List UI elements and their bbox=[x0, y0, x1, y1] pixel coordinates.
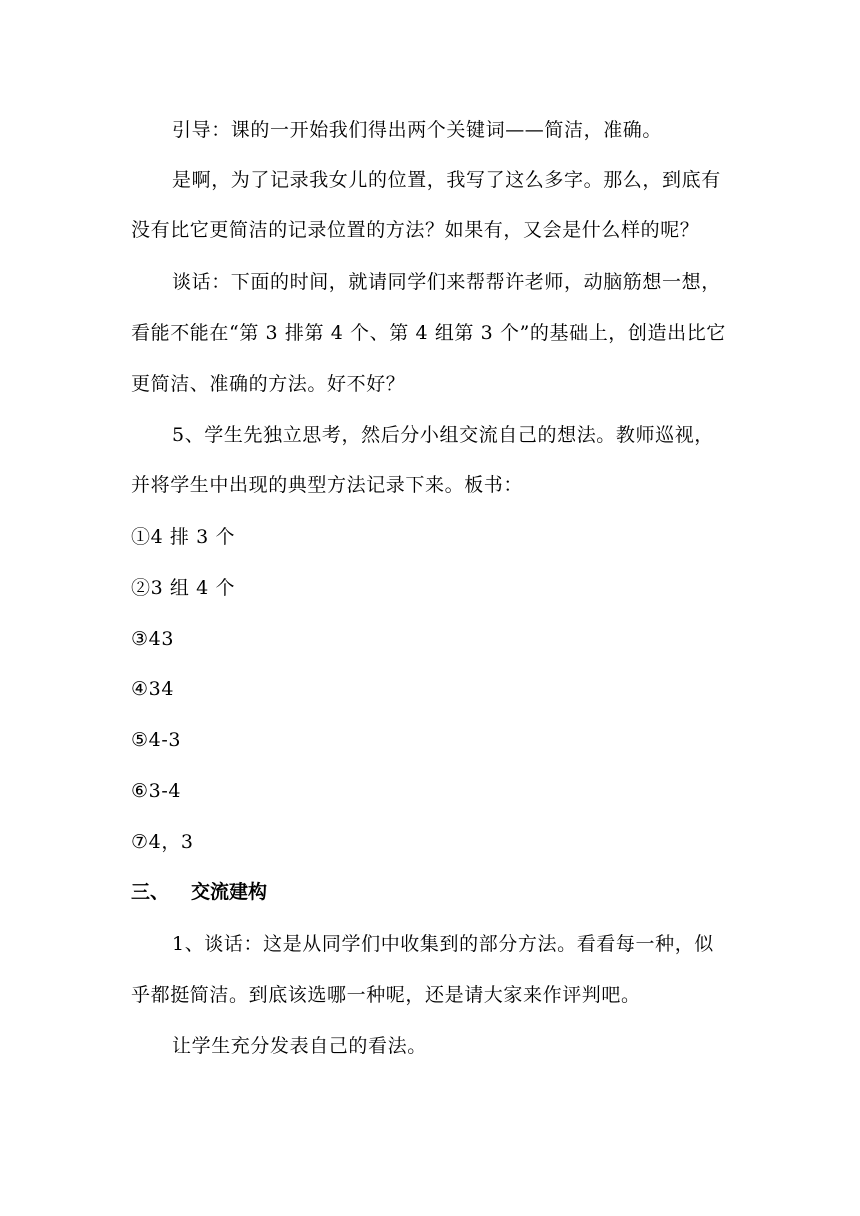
paragraph-line: 是啊，为了记录我女儿的位置，我写了这么多字。那么，到底有 bbox=[172, 169, 721, 191]
paragraph-line: 1、谈话：这是从同学们中收集到的部分方法。看看每一种，似 bbox=[172, 933, 714, 955]
paragraph-line: 没有比它更简洁的记录位置的方法？如果有，又会是什么样的呢？ bbox=[131, 219, 700, 241]
section-number: 三、 bbox=[131, 881, 170, 903]
paragraph-line: 更简洁、准确的方法。好不好？ bbox=[131, 373, 406, 395]
method-item: ③43 bbox=[131, 628, 175, 650]
paragraph-line: 引导：课的一开始我们得出两个关键词——简洁，准确。 bbox=[172, 119, 663, 141]
section-heading bbox=[131, 880, 267, 904]
method-item: ⑥3-4 bbox=[131, 780, 182, 802]
method-item: ①4 排 3 个 bbox=[131, 526, 236, 548]
paragraph-line: 看能不能在“第 3 排第 4 个、第 4 组第 3 个”的基础上，创造出比它 bbox=[131, 322, 726, 344]
section-title: 交流建构 bbox=[191, 881, 268, 903]
method-item: ⑤4-3 bbox=[131, 729, 182, 751]
paragraph-line: 谈话：下面的时间，就请同学们来帮帮许老师，动脑筋想一想， bbox=[172, 271, 721, 293]
method-item: ②3 组 4 个 bbox=[131, 577, 236, 599]
paragraph-line: 5、学生先独立思考，然后分小组交流自己的想法。教师巡视， bbox=[172, 424, 714, 446]
paragraph-line: 并将学生中出现的典型方法记录下来。板书： bbox=[131, 474, 524, 496]
paragraph-line: 让学生充分发表自己的看法。 bbox=[172, 1035, 427, 1057]
method-item: ⑦4，3 bbox=[131, 831, 194, 853]
paragraph-line: 乎都挺简洁。到底该选哪一种呢，还是请大家来作评判吧。 bbox=[131, 984, 641, 1006]
method-item: ④34 bbox=[131, 678, 175, 700]
